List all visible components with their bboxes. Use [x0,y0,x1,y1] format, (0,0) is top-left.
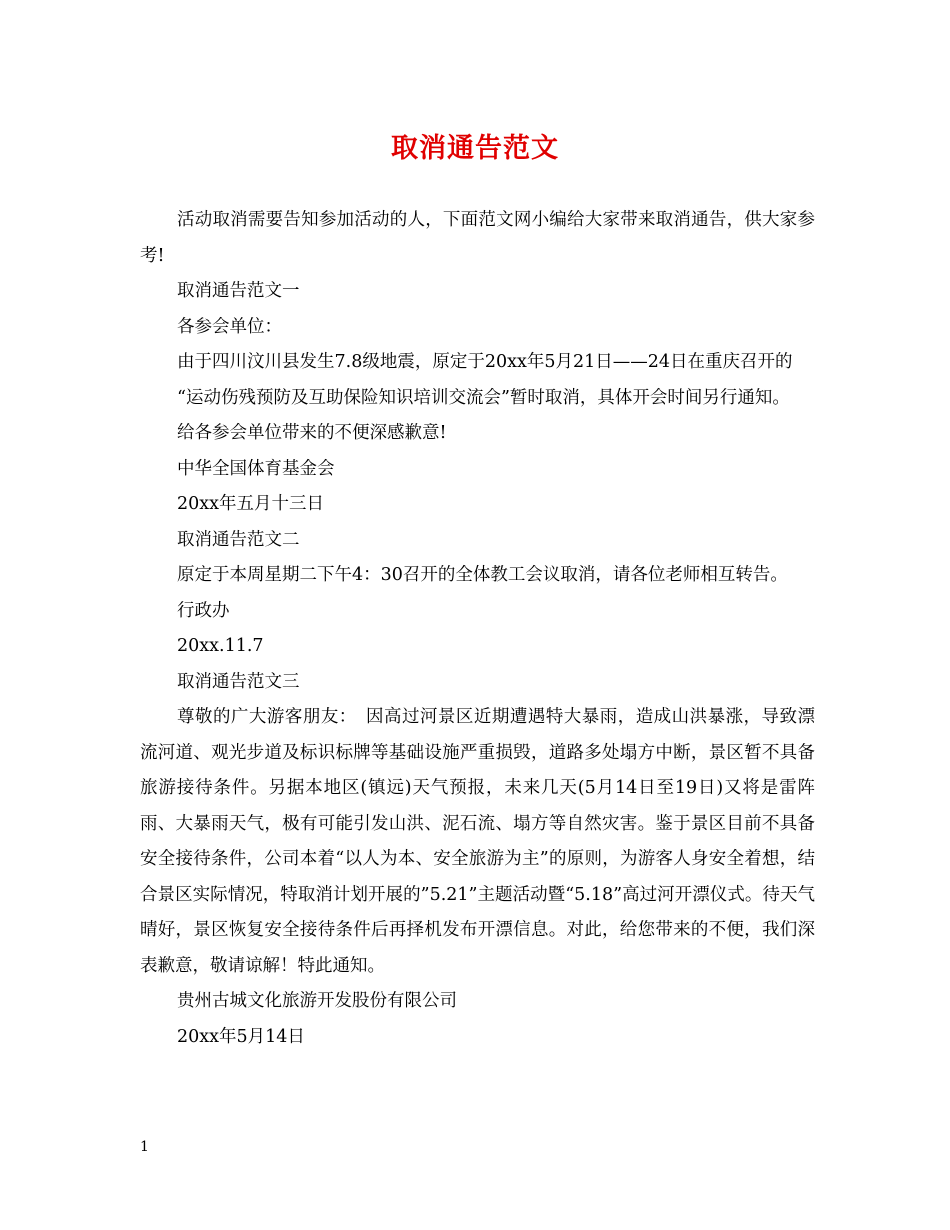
document-title: 取消通告范文 [391,133,559,164]
notice-two-date: 20xx.11.7 [177,636,264,656]
notice-one-paragraph-1: 由于四川汶川县发生7.8级地震，原定于20xx年5月21日——24日在重庆召开的 [177,352,793,372]
notice-two-paragraph: 原定于本周星期二下午4：30召开的全体教工会议取消，请各位老师相互转告。 [177,565,788,585]
salutation: 各参会单位： [177,316,282,337]
notice-three-paragraph: 尊敬的广大游客朋友： 因高过河景区近期遭遇特大暴雨，造成山洪暴涨，导致漂流河道、观光步道及标识标牌等基础设施严重损毁，道路多处塌方中断，景区暂不具备旅游接待条件。另据本地区(镇远)天气预报，未来几天(5月14日至19日)又将是雷阵雨、大暴雨天气，极有可能引发山洪、泥石流、塌方等自然灾害。鉴于景区目前不具备安全接待条件，公司本着“以人为本、安全旅游为主”的原则，为游客人身安全着想，结合景区实际情况，特取消计划开展的”5.21”主题活动暨“5.18”高过河开漂仪式。待天气晴好，景区恢复安全接待条件后再择机发布开漂信息。对此，给您带来的不便，我们深表歉意，敬请谅解！特此通知。 [140,707,815,976]
document-body [140,203,815,1055]
notice-one-paragraph-2: “运动伤残预防及互助保险知识培训交流会”暂时取消，具体开会时间另行通知。 [177,387,790,408]
intro-paragraph: 活动取消需要告知参加活动的人，下面范文网小编给大家带来取消通告，供大家参考! [140,210,815,266]
notice-one-apology: 给各参会单位带来的不便深感歉意! [177,423,447,443]
notice-one-date: 20xx年五月十三日 [177,494,325,514]
notice-one-signature: 中华全国体育基金会 [177,458,335,479]
section-heading-two: 取消通告范文二 [177,529,300,550]
page-number: 1 [140,1139,149,1155]
section-heading-three: 取消通告范文三 [177,671,300,692]
notice-two-signature: 行政办 [177,600,230,621]
section-heading-one: 取消通告范文一 [177,281,300,301]
notice-three-signature: 贵州古城文化旅游开发股份有限公司 [177,991,457,1011]
notice-three-date: 20xx年5月14日 [177,1026,305,1047]
